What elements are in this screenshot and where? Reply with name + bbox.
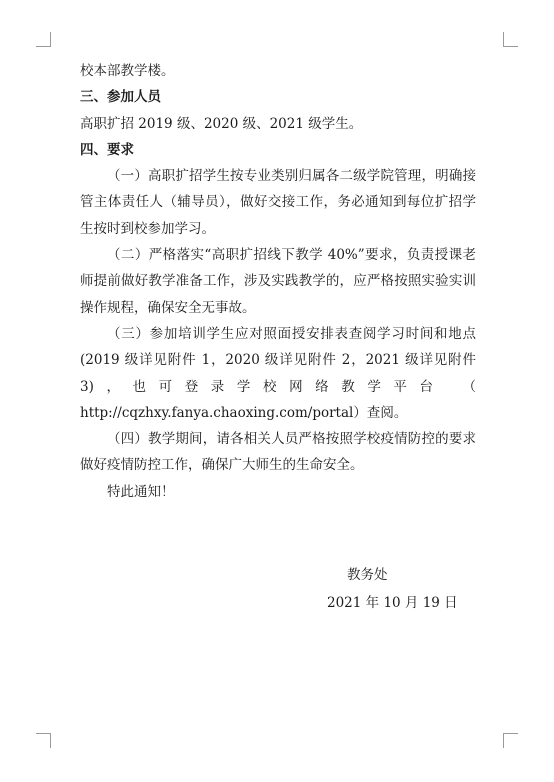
requirement-item-3: （三）参加培训学生应对照面授安排表查阅学习时间和地点(2019 级详见附件 1，2020 级详见附件 2，2021 级详见附件 3)，也可登录学校网络教学平台 （ http://cqzhxy.fanya.chaoxing.com/portal）查阅。 xyxy=(80,325,476,421)
crop-mark-top-right xyxy=(503,32,518,47)
requirement-item-4: （四）教学期间，请各相关人员严格按照学校疫情防控的要求做好疫情防控工作，确保广大师生的生命安全。 xyxy=(80,431,476,474)
crop-mark-top-left xyxy=(36,32,51,47)
crop-mark-bottom-right xyxy=(503,733,518,748)
section-4-heading: 四、要求 xyxy=(80,141,134,158)
continued-line: 校本部教学楼。 xyxy=(80,63,175,79)
document-body xyxy=(80,58,476,505)
requirement-item-1: （一）高职扩招学生按专业类别归属各二级学院管理，明确接管主体责任人（辅导员），做好交接工作，务必通知到每位扩招学生按时到校参加学习。 xyxy=(80,168,476,237)
section-3-heading: 三、参加人员 xyxy=(80,89,161,106)
requirement-item-2: （二）严格落实“高职扩招线下教学 40%”要求，负责授课老师提前做好教学准备工作，涉及实践教学的，应严格按照实验实训操作规程，确保安全无事故。 xyxy=(80,247,476,316)
crop-mark-bottom-left xyxy=(36,733,51,748)
signature-date: 2021 年 10 月 19 日 xyxy=(327,595,458,611)
section-3-body: 高职扩招 2019 级、2020 级、2021 级学生。 xyxy=(80,115,363,132)
closing-line: 特此通知！ xyxy=(107,483,175,500)
signature-org: 教务处 xyxy=(347,567,388,583)
